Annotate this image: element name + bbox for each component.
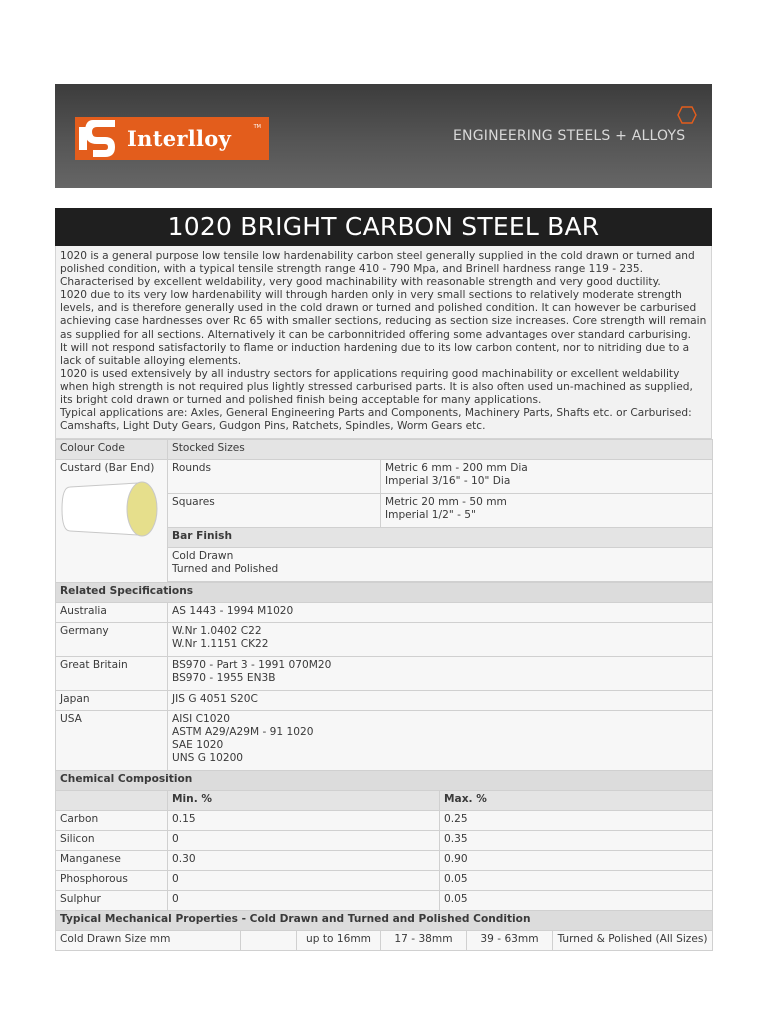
rounds-imperial: Imperial 3/16" - 10" Dia (385, 475, 511, 488)
intro-description (55, 246, 712, 439)
specification-table (55, 439, 713, 951)
spec-line: SAE 1020 (172, 739, 224, 752)
spec-line: W.Nr 1.0402 C22 (172, 625, 262, 637)
size-col-39-63: 39 - 63mm (467, 931, 553, 951)
size-blank-cell (241, 931, 297, 951)
mechanical-properties-header: Typical Mechanical Properties - Cold Drawn and Turned and Polished Condition (56, 911, 713, 931)
element-max: 0.25 (440, 811, 713, 831)
element-max: 0.90 (440, 851, 713, 871)
element-name: Silicon (56, 831, 168, 851)
spec-line: W.Nr 1.1151 CK22 (172, 638, 269, 651)
table-row (56, 891, 713, 911)
bar-finish-item: Cold Drawn (172, 550, 234, 562)
squares-sizes (381, 494, 713, 528)
bar-end-illustration (60, 479, 163, 543)
squares-imperial: Imperial 1/2" - 5" (385, 509, 476, 522)
rounds-metric: Metric 6 mm - 200 mm Dia (385, 462, 528, 474)
spec-country: Great Britain (56, 657, 168, 691)
intro-paragraph: It will not respond satisfactorily to flame or induction hardening due to its low carbon content, nor to nitriding due to a lack of suitable alloying elements. (60, 341, 690, 367)
intro-paragraph: 1020 is used extensively by all industry sectors for applications requiring good machinability or excellent weldability when high strength is not required plus lightly stressed carburised parts. It is also often used un-machined as supplied, its bright cold drawn or turned and polished finish being acceptable for many applications. (60, 367, 693, 407)
table-row (56, 811, 713, 831)
steel-rod-icon (60, 479, 160, 539)
logo-text: Interlloy (127, 126, 232, 151)
element-name: Sulphur (56, 891, 168, 911)
colour-code-header: Colour Code (56, 440, 168, 460)
element-name: Phosphorous (56, 871, 168, 891)
table-row (56, 831, 713, 851)
squares-label: Squares (168, 494, 381, 528)
related-specifications-header: Related Specifications (56, 583, 713, 603)
spec-value: AS 1443 - 1994 M1020 (168, 603, 713, 623)
spec-line: UNS G 10200 (172, 752, 244, 765)
header-banner (55, 84, 712, 188)
document-title: 1020 BRIGHT CARBON STEEL BAR (55, 208, 712, 246)
colour-code-cell (56, 460, 168, 583)
element-min: 0 (168, 871, 440, 891)
min-percent-header: Min. % (168, 791, 440, 811)
element-max: 0.35 (440, 831, 713, 851)
bar-finish-item: Turned and Polished (172, 563, 279, 576)
spec-line: AISI C1020 (172, 713, 230, 725)
logo-mark-icon (75, 117, 121, 160)
spec-line: BS970 - 1955 EN3B (172, 672, 276, 685)
element-name: Carbon (56, 811, 168, 831)
size-col-17-38: 17 - 38mm (381, 931, 467, 951)
spec-value (168, 711, 713, 771)
element-max: 0.05 (440, 871, 713, 891)
element-max: 0.05 (440, 891, 713, 911)
spec-line: BS970 - Part 3 - 1991 070M20 (172, 659, 332, 671)
interlloy-logo (77, 117, 269, 160)
spec-line: ASTM A29/A29M - 91 1020 (172, 726, 314, 739)
spec-value: JIS G 4051 S20C (168, 691, 713, 711)
intro-paragraph: 1020 is a general purpose low tensile low hardenability carbon steel generally supplied in the cold drawn or turned and polished condition, with a typical tensile strength range 410 - 790 Mpa, and Brinell hardness range 119 - 235. Characterised by excellent weldability, very good machinability with reasonable strength and very good ductility. (60, 250, 695, 289)
max-percent-header: Max. % (440, 791, 713, 811)
size-col-turned-polished: Turned & Polished (All Sizes) (553, 931, 713, 951)
spec-country: Japan (56, 691, 168, 711)
element-min: 0.15 (168, 811, 440, 831)
spec-value (168, 623, 713, 657)
spec-value (168, 657, 713, 691)
intro-paragraph: 1020 due to its very low hardenability will through harden only in very small sections to relatively moderate strength levels, and is therefore generally used in the cold drawn or turned and polished condition. It can however be carburised achieving case hardnesses over Rc 65 with smaller sections, reducing as section size increases. Core strength will remain as supplied for all sections. Alternatively it can be carbonnitrided offering some advantages over standard carburising. (60, 289, 707, 341)
tagline: ENGINEERING STEELS + ALLOYS (453, 128, 686, 144)
intro-paragraph: Typical applications are: Axles, General Engineering Parts and Components, Machinery Parts, Shafts etc. or Carburised: Camshafts, Light Duty Gears, Gudgon Pins, Ratchets, Spindles, Worm Gears etc. (60, 407, 692, 433)
spec-country: Germany (56, 623, 168, 657)
colour-code-value: Custard (Bar End) (60, 462, 155, 474)
stocked-sizes-header: Stocked Sizes (168, 440, 713, 460)
rounds-label: Rounds (168, 460, 381, 494)
table-row (56, 871, 713, 891)
chemical-composition-header: Chemical Composition (56, 771, 713, 791)
rounds-sizes (381, 460, 713, 494)
cold-drawn-size-label: Cold Drawn Size mm (56, 931, 241, 951)
element-min: 0 (168, 831, 440, 851)
element-header-blank (56, 791, 168, 811)
element-min: 0.30 (168, 851, 440, 871)
squares-metric: Metric 20 mm - 50 mm (385, 496, 507, 508)
bar-finish-values (168, 548, 713, 582)
logo-trademark: TM (253, 124, 261, 130)
element-min: 0 (168, 891, 440, 911)
element-name: Manganese (56, 851, 168, 871)
spec-country: Australia (56, 603, 168, 623)
size-col-up-to-16: up to 16mm (297, 931, 381, 951)
bar-finish-header: Bar Finish (168, 528, 713, 548)
spec-country: USA (56, 711, 168, 771)
table-row (56, 851, 713, 871)
hexagon-icon (677, 106, 697, 124)
